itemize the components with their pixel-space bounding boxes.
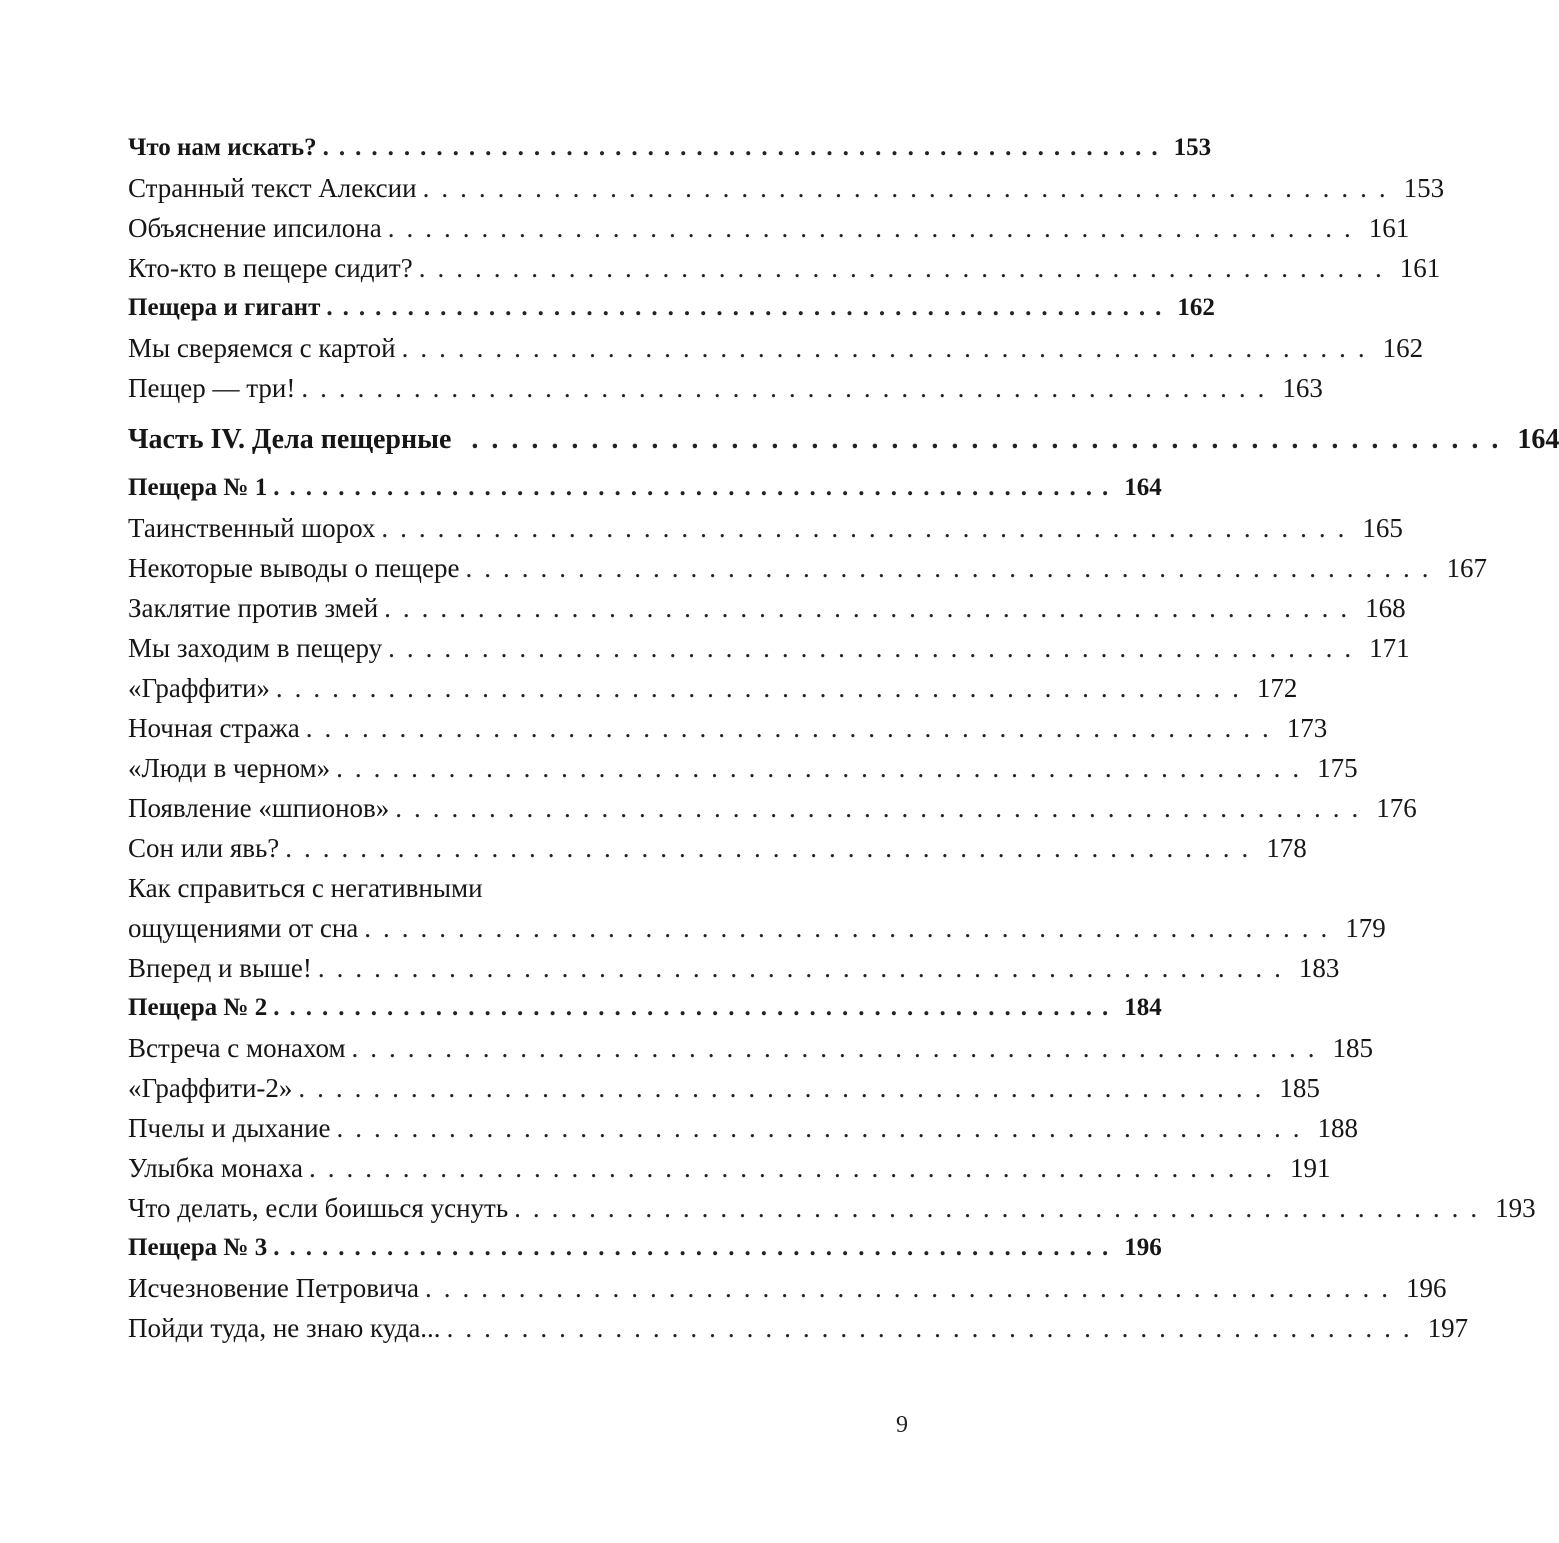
toc-entry-page: 153 bbox=[1403, 173, 1445, 203]
toc-entry-title: Улыбка монаха bbox=[128, 1153, 304, 1183]
toc-entry bbox=[128, 1268, 1447, 1308]
dot-leader: .................................................... bbox=[275, 673, 1251, 703]
toc-entry-title: Объяснение ипсилона bbox=[128, 213, 382, 243]
toc-entry bbox=[128, 1148, 1331, 1188]
dot-leader: .................................................... bbox=[381, 513, 1357, 543]
toc-entry-page: 188 bbox=[1317, 1113, 1359, 1143]
dot-leader: .................................................... bbox=[351, 1033, 1327, 1063]
toc-entry bbox=[128, 708, 1328, 748]
dot-leader: .................................................... bbox=[422, 173, 1398, 203]
toc-entry bbox=[128, 368, 1323, 408]
dot-leader: .................................................... bbox=[317, 953, 1293, 983]
toc-entry-page: 161 bbox=[1368, 213, 1410, 243]
toc-entry-page: 185 bbox=[1332, 1033, 1374, 1063]
dot-leader: .................................................... bbox=[514, 1193, 1490, 1223]
toc-entry-title: Пойди туда, не знаю куда... bbox=[128, 1313, 441, 1343]
toc-entry-page: 173 bbox=[1286, 713, 1328, 743]
toc-entry-page: 163 bbox=[1282, 373, 1323, 403]
toc-entry-title: Кто-кто в пещере сидит? bbox=[128, 253, 413, 283]
toc-entry-page: 175 bbox=[1317, 753, 1358, 783]
toc-entry-title: Исчезновение Петровича bbox=[128, 1273, 420, 1303]
dot-leader: .................................................... bbox=[301, 373, 1277, 403]
dot-leader: .................................................... bbox=[388, 633, 1364, 663]
toc-entry-page: 165 bbox=[1362, 513, 1403, 543]
toc-entry-page: 167 bbox=[1446, 553, 1487, 583]
toc-entry-first-line bbox=[128, 868, 890, 908]
toc-entry-title: ощущениями от сна bbox=[128, 913, 359, 943]
dot-leader: .................................................... bbox=[471, 424, 1512, 455]
toc-entry-page: 171 bbox=[1369, 633, 1410, 663]
toc-entry-page: 162 bbox=[1382, 333, 1424, 363]
toc-entry-title: «Люди в черном» bbox=[128, 753, 331, 783]
toc-entry bbox=[128, 508, 1403, 548]
toc-entry bbox=[128, 1108, 1359, 1148]
toc-entry bbox=[128, 1308, 1469, 1348]
toc-entry bbox=[128, 988, 1162, 1028]
toc-entry bbox=[128, 468, 1162, 508]
toc-entry-page: 153 bbox=[1173, 134, 1212, 161]
toc-entry-title: Таинственный шорох bbox=[128, 513, 376, 543]
dot-leader: .................................................... bbox=[364, 913, 1340, 943]
dot-leader: .................................................... bbox=[425, 1273, 1401, 1303]
toc-entry-title: Пещера и гигант bbox=[128, 294, 321, 321]
toc-entry bbox=[128, 288, 1215, 328]
page-number: 9 bbox=[896, 1412, 908, 1438]
dot-leader: .................................................... bbox=[322, 134, 1168, 161]
toc-entry-page: 168 bbox=[1365, 593, 1406, 623]
dot-leader: .................................................... bbox=[273, 474, 1119, 501]
toc-entry bbox=[128, 128, 1212, 168]
toc-entry bbox=[128, 1028, 1374, 1068]
toc-entry-page: 191 bbox=[1290, 1153, 1331, 1183]
dot-leader: .................................................... bbox=[336, 753, 1312, 783]
dot-leader: .................................................... bbox=[336, 1113, 1312, 1143]
toc-entry-page: 197 bbox=[1427, 1313, 1469, 1343]
toc-entry-title: Пещер — три! bbox=[128, 373, 296, 403]
toc-entry-title: Заклятие против змей bbox=[128, 593, 379, 623]
toc-entry bbox=[128, 1228, 1162, 1268]
toc-entry bbox=[128, 628, 1410, 668]
toc-entry-page: 162 bbox=[1177, 294, 1215, 321]
dot-leader: .................................................... bbox=[273, 994, 1119, 1021]
dot-leader: .................................................... bbox=[418, 253, 1394, 283]
toc-entry-title: Некоторые выводы о пещере bbox=[128, 553, 460, 583]
dot-leader: .................................................... bbox=[273, 1234, 1119, 1261]
toc-entry bbox=[128, 828, 1307, 868]
toc-entry-title: Вперед и выше! bbox=[128, 953, 312, 983]
toc-entry-title: Пещера № 2 bbox=[128, 994, 268, 1021]
toc-entry-page: 196 bbox=[1124, 1234, 1162, 1261]
toc-entry bbox=[128, 1188, 1536, 1228]
toc-entry-title: Пчелы и дыхание bbox=[128, 1113, 331, 1143]
toc-entry-page: 172 bbox=[1256, 673, 1298, 703]
toc-entry bbox=[128, 748, 1358, 788]
table-of-contents bbox=[128, 128, 1559, 1348]
toc-entry-title: «Граффити-2» bbox=[128, 1073, 293, 1103]
toc-entry bbox=[128, 248, 1441, 288]
toc-entry-title: Встреча с монахом bbox=[128, 1033, 346, 1063]
toc-entry bbox=[128, 948, 1340, 988]
dot-leader: .................................................... bbox=[401, 333, 1377, 363]
toc-entry-title: Пещера № 3 bbox=[128, 1234, 268, 1261]
toc-entry bbox=[128, 548, 1487, 588]
toc-entry-title: Мы заходим в пещеру bbox=[128, 633, 383, 663]
toc-entry-title: Как справиться с негативными bbox=[128, 873, 483, 903]
toc-entry-page: 164 bbox=[1517, 424, 1559, 455]
toc-entry-page: 183 bbox=[1298, 953, 1340, 983]
dot-leader: .................................................... bbox=[305, 713, 1281, 743]
dot-leader: .................................................... bbox=[465, 553, 1441, 583]
toc-entry-page: 196 bbox=[1406, 1273, 1447, 1303]
dot-leader: .................................................... bbox=[384, 593, 1360, 623]
toc-entry bbox=[128, 908, 1386, 948]
toc-entry-page: 164 bbox=[1124, 474, 1162, 501]
toc-entry-title: Часть IV. Дела пещерные bbox=[128, 424, 452, 455]
dot-leader: .................................................... bbox=[298, 1073, 1274, 1103]
toc-entry-page: 184 bbox=[1124, 994, 1162, 1021]
toc-entry-title: Что нам искать? bbox=[128, 134, 317, 161]
dot-leader: .................................................... bbox=[387, 213, 1363, 243]
toc-entry-title: Что делать, если боишься уснуть bbox=[128, 1193, 509, 1223]
toc-entry-page: 178 bbox=[1266, 833, 1307, 863]
dot-leader: .................................................... bbox=[309, 1153, 1285, 1183]
dot-leader: .................................................... bbox=[285, 833, 1261, 863]
dot-leader: .................................................... bbox=[446, 1313, 1422, 1343]
dot-leader: .................................................... bbox=[395, 793, 1371, 823]
toc-entry-title: Сон или явь? bbox=[128, 833, 280, 863]
toc-entry-page: 179 bbox=[1345, 913, 1386, 943]
toc-entry bbox=[128, 168, 1445, 208]
toc-entry-title: Ночная стража bbox=[128, 713, 300, 743]
toc-entry-page: 161 bbox=[1399, 253, 1441, 283]
toc-entry-title: «Граффити» bbox=[128, 673, 270, 703]
toc-entry bbox=[128, 668, 1298, 708]
toc-entry-title: Странный текст Алексии bbox=[128, 173, 417, 203]
toc-entry-title: Пещера № 1 bbox=[128, 474, 268, 501]
toc-entry bbox=[128, 208, 1410, 248]
toc-entry-page: 176 bbox=[1376, 793, 1417, 823]
toc-entry bbox=[128, 588, 1406, 628]
toc-part-heading bbox=[128, 420, 1559, 460]
toc-entry bbox=[128, 1068, 1320, 1108]
toc-entry-title: Мы сверяемся с картой bbox=[128, 333, 396, 363]
toc-entry-page: 193 bbox=[1495, 1193, 1536, 1223]
dot-leader: .................................................... bbox=[326, 294, 1172, 321]
toc-entry-title: Появление «шпионов» bbox=[128, 793, 390, 823]
toc-entry bbox=[128, 328, 1424, 368]
toc-entry-page: 185 bbox=[1279, 1073, 1320, 1103]
toc-entry bbox=[128, 788, 1417, 828]
